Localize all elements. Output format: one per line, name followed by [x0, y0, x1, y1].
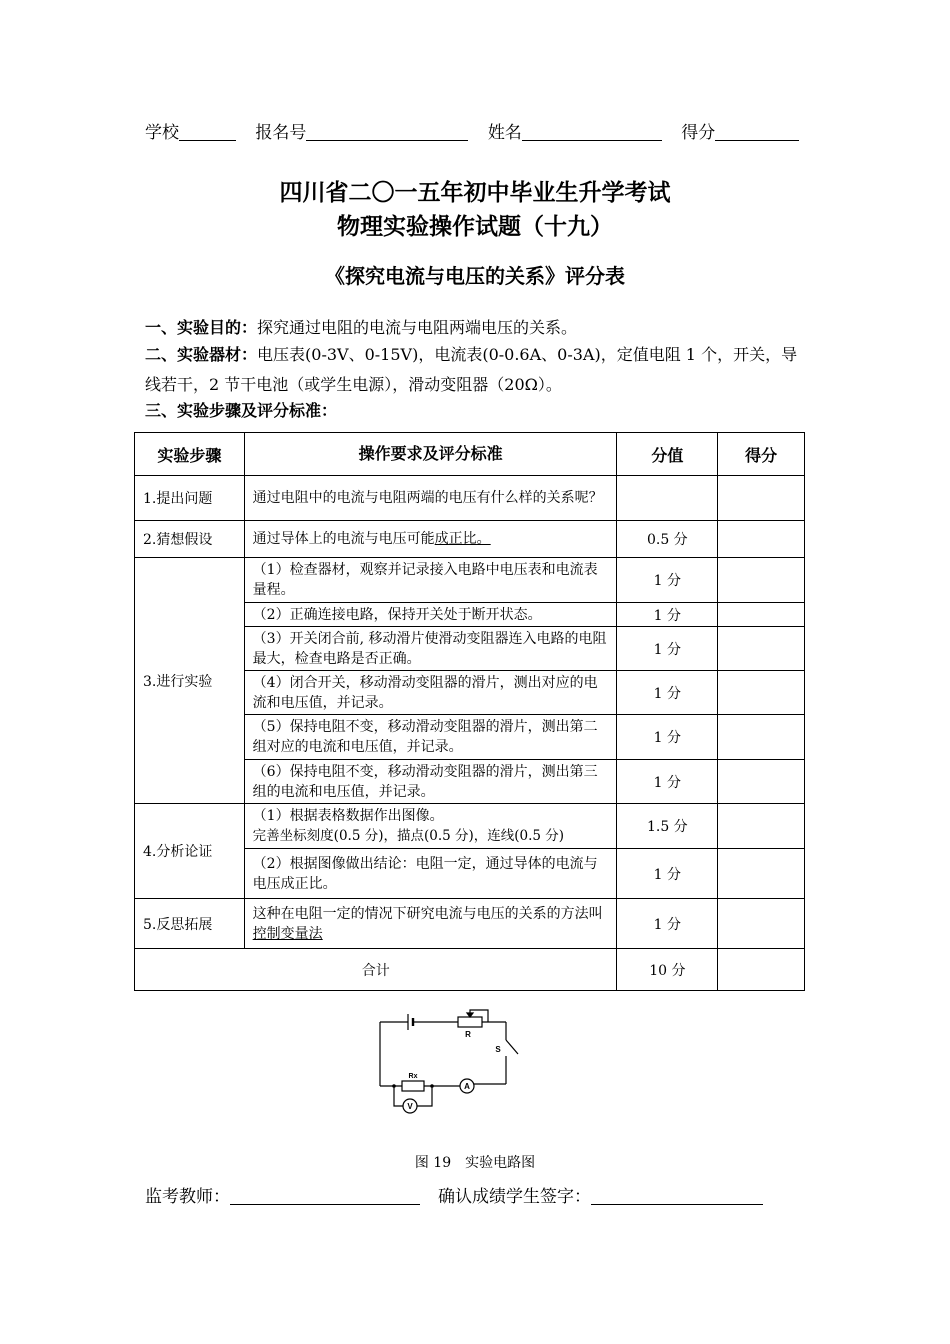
- exam-title: 四川省二〇一五年初中毕业生升学考试: [279, 180, 671, 206]
- value-cell: 1 分: [617, 760, 718, 804]
- equipment-label: 二、实验器材：: [145, 345, 258, 364]
- exam-subtitle: 物理实验操作试题（十九）: [337, 214, 613, 240]
- score-cell[interactable]: [718, 603, 805, 627]
- rheostat-slider-icon: [470, 1010, 488, 1022]
- score-cell[interactable]: [718, 760, 805, 804]
- signature-line: [145, 1182, 763, 1207]
- step-cell: 3.进行实验: [135, 558, 245, 804]
- figure-caption: 图 19 实验电路图: [414, 1155, 536, 1171]
- requirement-cell: [244, 899, 617, 949]
- student-sign-label: 确认成绩学生签字：: [438, 1187, 591, 1207]
- proctor-label: 监考教师：: [145, 1187, 230, 1207]
- requirement-cell: （1）检查器材，观察并记录接入电路中电压表和电流表量程。: [244, 558, 617, 603]
- requirement-cell: （2）根据图像做出结论：电阻一定，通过导体的电流与电压成正比。: [244, 849, 617, 899]
- junction-dot-icon: [392, 1084, 396, 1088]
- requirement-detail: 完善坐标刻度(0.5 分)，描点(0.5 分)，连线(0.5 分): [252, 828, 565, 844]
- total-label: 合计: [135, 949, 617, 991]
- value-cell: 1 分: [617, 627, 718, 671]
- table-header-row: [135, 433, 805, 476]
- value-cell: 1 分: [617, 603, 718, 627]
- table-row: [135, 804, 805, 849]
- total-value: 10 分: [617, 949, 718, 991]
- score-cell[interactable]: [718, 715, 805, 760]
- scoring-table: [134, 432, 805, 991]
- purpose-text: 探究通过电阻的电流与电阻两端电压的关系。: [257, 318, 578, 337]
- score-cell[interactable]: [718, 671, 805, 715]
- header-value: 分值: [617, 433, 718, 476]
- value-cell: 0.5 分: [617, 521, 718, 558]
- requirement-cell: [244, 804, 617, 849]
- requirement-cell: 通过电阻中的电流与电阻两端的电压有什么样的关系呢？: [244, 476, 617, 521]
- requirement-cell: （2）正确连接电路，保持开关处于断开状态。: [244, 603, 617, 627]
- score-cell[interactable]: [718, 521, 805, 558]
- rheostat-label: R: [465, 1030, 471, 1039]
- score-cell[interactable]: [718, 804, 805, 849]
- equipment-text: 电压表(0-3V、0-15V)，电流表(0-0.6A、0-3A)，定值电阻 1 个，开关，导线若干，2 节干电池（或学生电源），滑动变阻器（20Ω）。: [145, 345, 798, 394]
- header-step: 实验步骤: [135, 433, 245, 476]
- ammeter-label: A: [464, 1082, 470, 1091]
- requirement-text: 这种在电阻一定的情况下研究电流与电压的关系的方法叫: [252, 905, 603, 922]
- score-cell[interactable]: [718, 476, 805, 521]
- resistor-icon: [402, 1081, 424, 1091]
- proctor-signature-field[interactable]: [230, 1186, 420, 1205]
- requirement-text: 通过导体上的电流与电压可能: [252, 531, 435, 547]
- requirement-text: （1）根据表格数据作出图像。: [252, 808, 444, 824]
- step-cell: 2.猜想假设: [135, 521, 245, 558]
- requirement-cell: （5）保持电阻不变，移动滑动变阻器的滑片，测出第二组对应的电流和电压值，并记录。: [244, 715, 617, 760]
- table-row: [135, 476, 805, 521]
- exam-header: [145, 118, 815, 143]
- equipment-section: [145, 340, 810, 400]
- name-field[interactable]: [522, 122, 662, 141]
- step-cell: 4.分析论证: [135, 804, 245, 899]
- score-field[interactable]: [715, 122, 799, 141]
- value-cell: 1 分: [617, 671, 718, 715]
- score-label: 得分: [681, 123, 716, 143]
- total-row: [135, 949, 805, 991]
- scoring-sheet-title: 《探究电流与电压的关系》评分表: [325, 264, 625, 288]
- requirement-cell: （6）保持电阻不变，移动滑动变阻器的滑片，测出第三组的电流和电压值，并记录。: [244, 760, 617, 804]
- school-label: 学校: [145, 123, 179, 143]
- value-cell: 1 分: [617, 899, 718, 949]
- student-signature-field[interactable]: [591, 1186, 763, 1205]
- table-row: [135, 899, 805, 949]
- school-field[interactable]: [179, 122, 236, 141]
- total-score-cell[interactable]: [718, 949, 805, 991]
- purpose-section: [145, 313, 810, 343]
- table-row: [135, 521, 805, 558]
- header-requirement: 操作要求及评分标准: [244, 433, 617, 476]
- regno-label: 报名号: [255, 123, 307, 143]
- switch-icon: [506, 1040, 518, 1054]
- step-cell: 5.反思拓展: [135, 899, 245, 949]
- steps-section-heading: [145, 396, 810, 426]
- requirement-cell: [244, 521, 617, 558]
- requirement-cell: （4）闭合开关，移动滑动变阻器的滑片，测出对应的电流和电压值，并记录。: [244, 671, 617, 715]
- steps-label: 三、实验步骤及评分标准：: [145, 401, 338, 420]
- circuit-diagram: [370, 1008, 530, 1118]
- voltmeter-label: V: [407, 1102, 413, 1111]
- junction-dot-icon: [430, 1084, 434, 1088]
- value-cell: 1 分: [617, 715, 718, 760]
- requirement-cell: （3）开关闭合前, 移动滑片使滑动变阻器连入电路的电阻最大，检查电路是否正确。: [244, 627, 617, 671]
- value-cell: [617, 476, 718, 521]
- purpose-label: 一、实验目的：: [145, 318, 258, 337]
- table-row: [135, 558, 805, 603]
- resistor-label: Rx: [408, 1073, 418, 1080]
- regno-field[interactable]: [306, 122, 468, 141]
- score-cell[interactable]: [718, 849, 805, 899]
- name-label: 姓名: [487, 123, 522, 143]
- requirement-answer: 控制变量法: [252, 925, 323, 942]
- requirement-answer: 成正比。: [434, 531, 491, 547]
- score-cell[interactable]: [718, 558, 805, 603]
- score-cell[interactable]: [718, 899, 805, 949]
- value-cell: 1 分: [617, 849, 718, 899]
- header-score: 得分: [718, 433, 805, 476]
- switch-label: S: [495, 1045, 501, 1054]
- value-cell: 1.5 分: [617, 804, 718, 849]
- value-cell: 1 分: [617, 558, 718, 603]
- step-cell: 1.提出问题: [135, 476, 245, 521]
- rheostat-icon: [458, 1017, 482, 1027]
- score-cell[interactable]: [718, 627, 805, 671]
